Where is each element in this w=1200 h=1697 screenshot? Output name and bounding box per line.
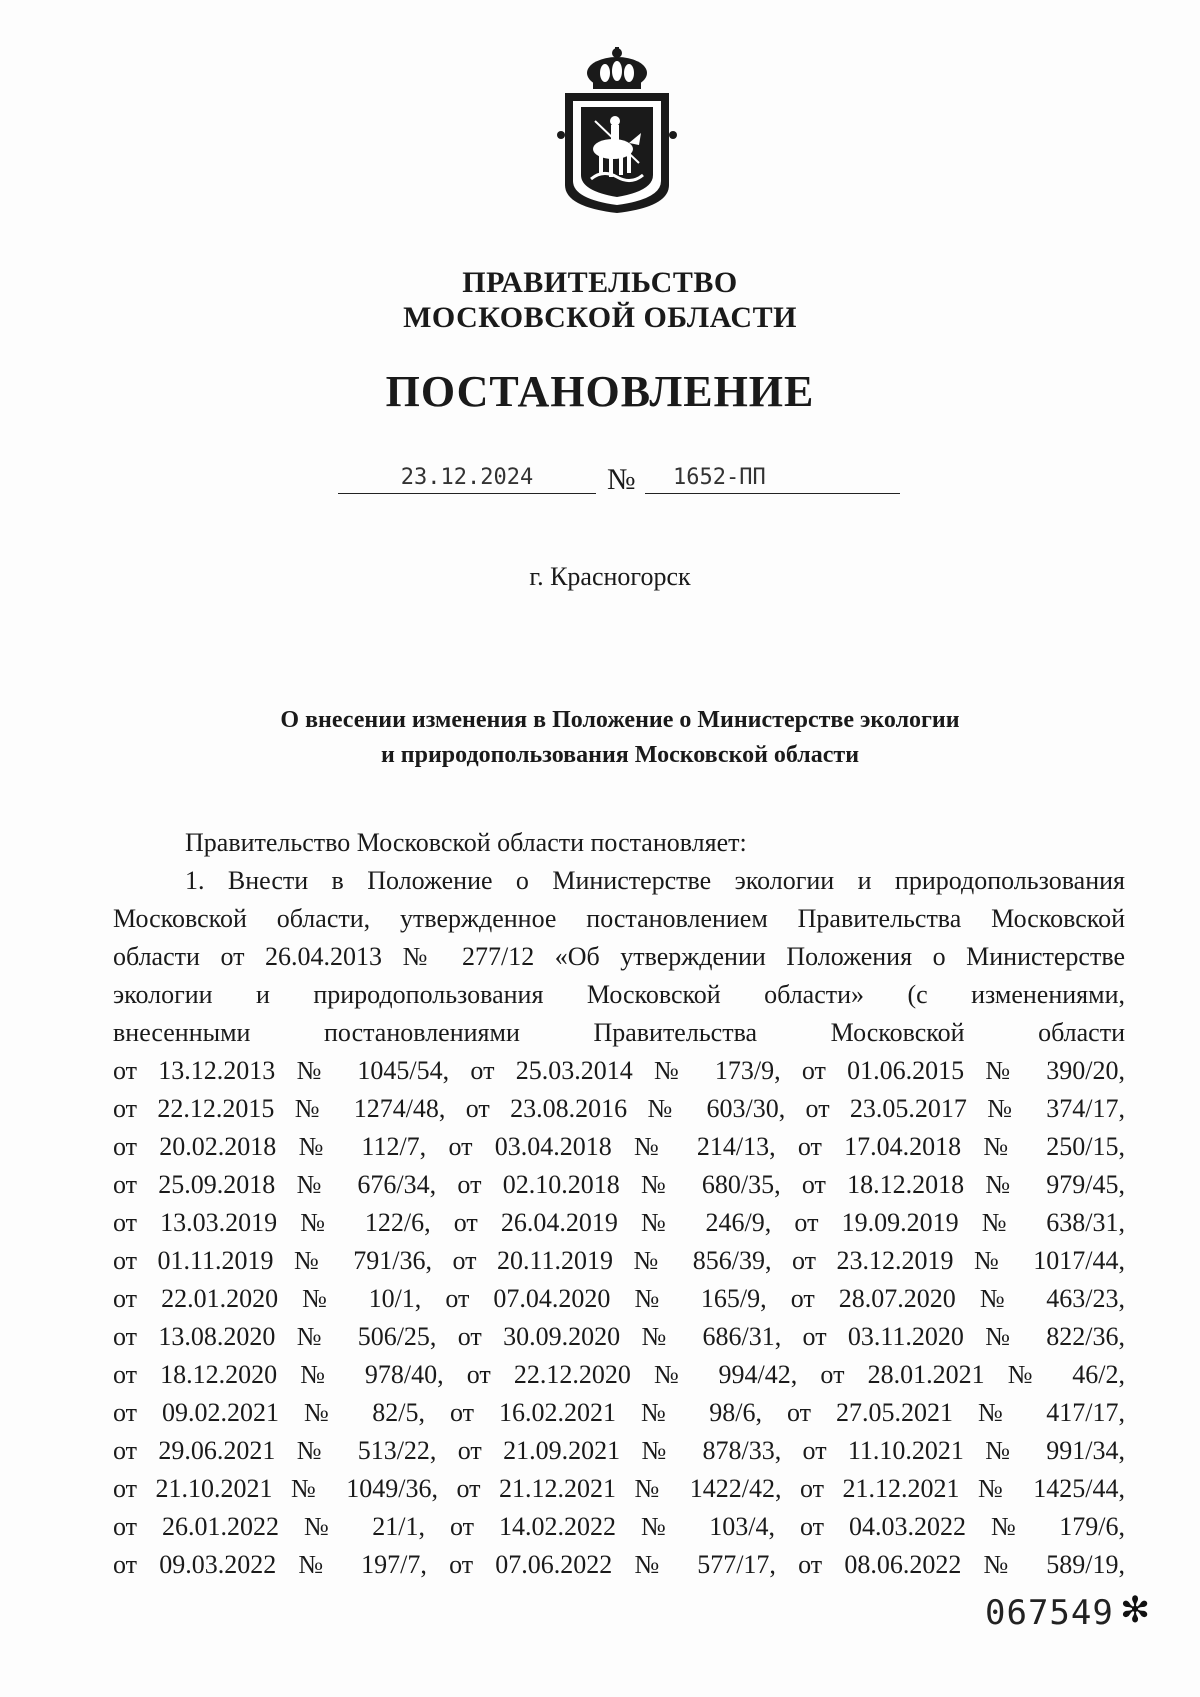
paragraph-line: 1. Внести в Положение о Министерстве экологии и природопользования xyxy=(185,866,1125,895)
paragraph-line: от 21.10.2021 № 1049/36, от 21.12.2021 № 1422/42, от 21.12.2021 № 1425/44, xyxy=(113,1474,1125,1503)
paragraph-line: от 20.02.2018 № 112/7, от 03.04.2018 № 214/13, от 17.04.2018 № 250/15, xyxy=(113,1132,1125,1161)
paragraph-line: от 18.12.2020 № 978/40, от 22.12.2020 № 994/42, от 28.01.2021 № 46/2, xyxy=(113,1360,1125,1389)
paragraph-line: от 13.12.2013 № 1045/54, от 25.03.2014 № 173/9, от 01.06.2015 № 390/20, xyxy=(113,1056,1125,1085)
document-type-title: ПОСТАНОВЛЕНИЕ xyxy=(385,367,815,416)
document-city: г. Красногорск xyxy=(529,562,691,591)
paragraph-line: Московской области, утвержденное постановлением Правительства Московской xyxy=(113,904,1125,933)
paragraph-line: от 29.06.2021 № 513/22, от 21.09.2021 № 878/33, от 11.10.2021 № 991/34, xyxy=(113,1436,1125,1465)
document-date: 23.12.2024 xyxy=(338,465,596,494)
serial-mark-icon: ✻ xyxy=(1120,1590,1151,1631)
moscow-oblast-coat-of-arms-icon xyxy=(555,45,680,215)
paragraph-line: от 09.03.2022 № 197/7, от 07.06.2022 № 577/17, от 08.06.2022 № 589/19, xyxy=(113,1550,1125,1579)
paragraph-line: от 13.08.2020 № 506/25, от 30.09.2020 № 686/31, от 03.11.2020 № 822/36, xyxy=(113,1322,1125,1351)
number-sign: № xyxy=(607,463,636,496)
organization-name-line-1: ПРАВИТЕЛЬСТВО xyxy=(462,266,738,299)
paragraph-line: внесенными постановлениями Правительства Московской области xyxy=(113,1018,1125,1047)
document-number: 1652-ПП xyxy=(645,465,900,494)
paragraph-line: экологии и природопользования Московской области» (с изменениями, xyxy=(113,980,1125,1009)
paragraph-line: от 13.03.2019 № 122/6, от 26.04.2019 № 246/9, от 19.09.2019 № 638/31, xyxy=(113,1208,1125,1237)
paragraph-line: от 22.01.2020 № 10/1, от 07.04.2020 № 165/9, от 28.07.2020 № 463/23, xyxy=(113,1284,1125,1313)
organization-name-line-2: МОСКОВСКОЙ ОБЛАСТИ xyxy=(403,301,797,334)
preamble-text: Правительство Московской области постановляет: xyxy=(185,828,747,857)
paragraph-line: области от 26.04.2013 № 277/12 «Об утверждении Положения о Министерстве xyxy=(113,942,1125,971)
paragraph-line: от 22.12.2015 № 1274/48, от 23.08.2016 № 603/30, от 23.05.2017 № 374/17, xyxy=(113,1094,1125,1123)
paragraph-1 xyxy=(113,862,1125,1584)
paragraph-line: от 09.02.2021 № 82/5, от 16.02.2021 № 98/6, от 27.05.2021 № 417/17, xyxy=(113,1398,1125,1427)
paragraph-line: от 01.11.2019 № 791/36, от 20.11.2019 № 856/39, от 23.12.2019 № 1017/44, xyxy=(113,1246,1125,1275)
paragraph-line: от 25.09.2018 № 676/34, от 02.10.2018 № 680/35, от 18.12.2018 № 979/45, xyxy=(113,1170,1125,1199)
document-subject-line-1: О внесении изменения в Положение о Министерстве экологии xyxy=(280,707,960,733)
document-subject-line-2: и природопользования Московской области xyxy=(380,742,860,768)
serial-number: 067549 xyxy=(985,1593,1114,1633)
paragraph-line: от 26.01.2022 № 21/1, от 14.02.2022 № 103/4, от 04.03.2022 № 179/6, xyxy=(113,1512,1125,1541)
